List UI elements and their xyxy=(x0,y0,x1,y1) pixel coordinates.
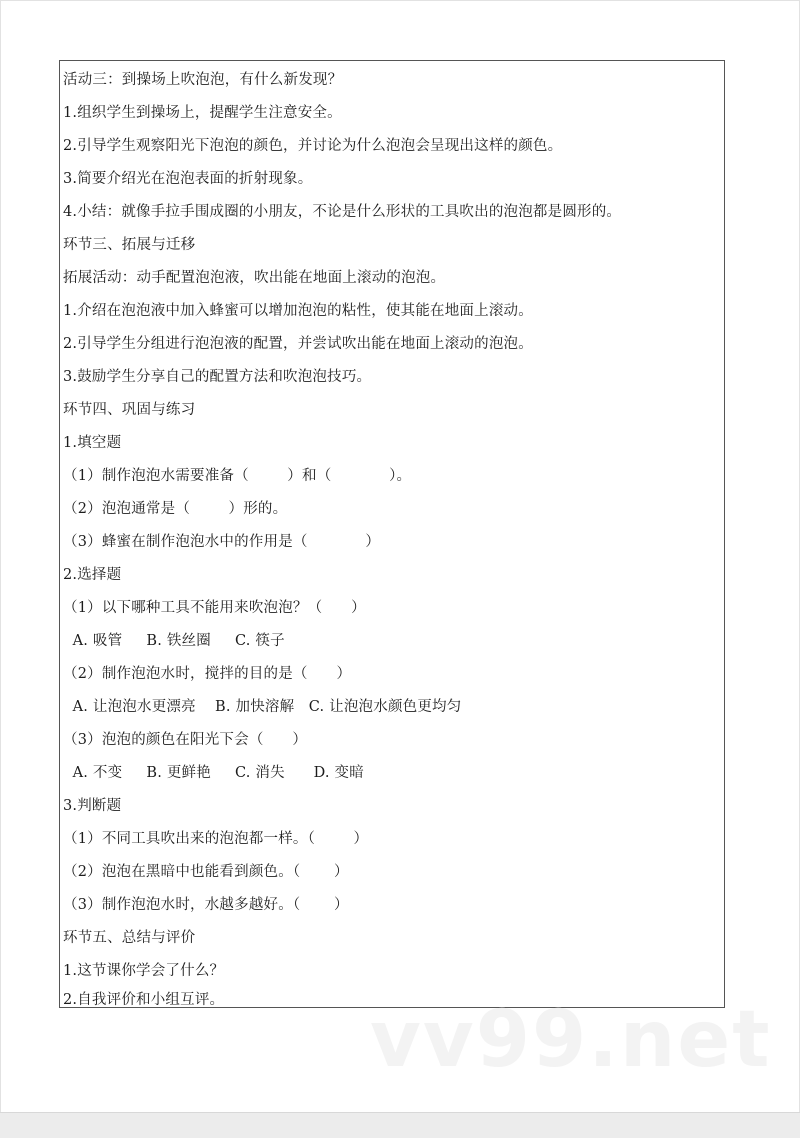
text-line: 拓展活动：动手配置泡泡液，吹出能在地面上滚动的泡泡。 xyxy=(63,270,446,286)
question-line: （3）蜂蜜在制作泡泡水中的作用是（ ） xyxy=(63,534,381,550)
text-line: 3.简要介绍光在泡泡表面的折射现象。 xyxy=(63,171,313,187)
options-line: A. 吸管 B. 铁丝圈 C. 筷子 xyxy=(63,633,285,649)
question-line: （1）不同工具吹出来的泡泡都一样。（ ） xyxy=(63,831,369,847)
question-line: （3）制作泡泡水时，水越多越好。（ ） xyxy=(63,897,349,913)
section-heading: 环节五、总结与评价 xyxy=(63,930,196,946)
document-box xyxy=(59,60,725,1008)
text-line: 3.鼓励学生分享自己的配置方法和吹泡泡技巧。 xyxy=(63,369,372,385)
section-heading: 环节四、巩固与练习 xyxy=(63,402,196,418)
section-heading: 环节三、拓展与迁移 xyxy=(63,237,196,253)
text-line: 2.自我评价和小组互评。 xyxy=(63,992,225,1008)
question-line: （2）泡泡在黑暗中也能看到颜色。（ ） xyxy=(63,864,349,880)
activity-3-heading: 活动三：到操场上吹泡泡，有什么新发现？ xyxy=(63,72,343,88)
options-line: A. 不变 B. 更鲜艳 C. 消失 D. 变暗 xyxy=(63,765,364,781)
exercise-heading: 2.选择题 xyxy=(63,567,122,583)
bottom-bar xyxy=(0,1112,800,1138)
question-line: （1）制作泡泡水需要准备（ ）和（ ）。 xyxy=(63,468,412,484)
exercise-heading: 3.判断题 xyxy=(63,798,122,814)
question-line: （3）泡泡的颜色在阳光下会（ ） xyxy=(63,732,308,748)
text-line: 1.组织学生到操场上，提醒学生注意安全。 xyxy=(63,105,342,121)
text-line: 2.引导学生分组进行泡泡液的配置，并尝试吹出能在地面上滚动的泡泡。 xyxy=(63,336,533,352)
watermark: vv99.net xyxy=(370,995,772,1085)
question-line: （2）泡泡通常是（ ）形的。 xyxy=(63,501,288,517)
text-line: 4.小结：就像手拉手围成圈的小朋友，不论是什么形状的工具吹出的泡泡都是圆形的。 xyxy=(63,204,622,220)
question-line: （1）以下哪种工具不能用来吹泡泡？（ ） xyxy=(63,600,366,616)
text-line: 1.这节课你学会了什么？ xyxy=(63,963,225,979)
text-line: 1.介绍在泡泡液中加入蜂蜜可以增加泡泡的粘性，使其能在地面上滚动。 xyxy=(63,303,533,319)
text-line: 2.引导学生观察阳光下泡泡的颜色，并讨论为什么泡泡会呈现出这样的颜色。 xyxy=(63,138,563,154)
exercise-heading: 1.填空题 xyxy=(63,435,122,451)
question-line: （2）制作泡泡水时，搅拌的目的是（ ） xyxy=(63,666,352,682)
options-line: A. 让泡泡水更漂亮 B. 加快溶解 C. 让泡泡水颜色更均匀 xyxy=(63,699,462,715)
